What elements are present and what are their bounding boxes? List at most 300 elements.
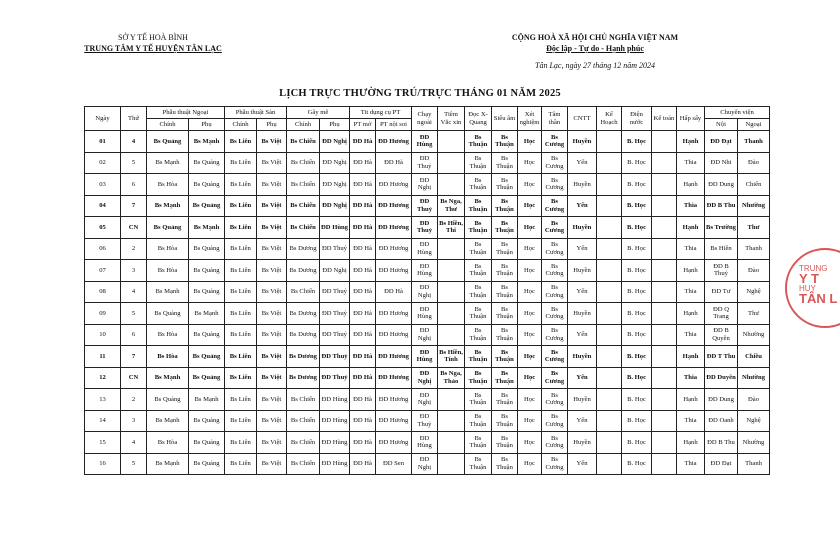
- table-cell: 7: [121, 195, 147, 217]
- table-cell: Thia: [677, 410, 705, 432]
- table-cell: Bs Nga, Thư: [438, 195, 465, 217]
- table-cell: Bs Thuận: [492, 152, 518, 174]
- table-cell: ĐD Nghị: [412, 367, 438, 389]
- table-cell: Đào: [738, 260, 770, 282]
- table-cell: Bs Nga, Thảo: [438, 367, 465, 389]
- table-cell: Học: [518, 217, 542, 239]
- table-cell: [597, 238, 622, 260]
- table-cell: Bs Hiền: [705, 238, 738, 260]
- table-cell: B. Học: [622, 174, 652, 196]
- table-cell: Hạnh: [677, 432, 705, 454]
- table-cell: Bs Việt: [257, 410, 287, 432]
- table-cell: 09: [85, 303, 121, 325]
- table-cell: ĐD Thuỷ: [320, 303, 350, 325]
- col-gay-me-chinh: Chính: [287, 119, 320, 131]
- table-cell: Thư: [738, 217, 770, 239]
- table-cell: [597, 260, 622, 282]
- table-cell: Hạnh: [677, 346, 705, 368]
- table-cell: B. Học: [622, 152, 652, 174]
- table-cell: ĐD Hùng: [320, 410, 350, 432]
- table-cell: Bs Mạnh: [147, 281, 189, 303]
- table-cell: [652, 410, 677, 432]
- table-cell: Bs Liên: [225, 217, 257, 239]
- table-cell: Bs Thuận: [465, 303, 492, 325]
- table-cell: Bs Chiến: [287, 152, 320, 174]
- col-pt-noi-soi: PT nội soi: [376, 119, 412, 131]
- table-cell: Bs Thuận: [465, 174, 492, 196]
- table-cell: Huyền: [568, 432, 597, 454]
- table-cell: Bs Thuận: [465, 367, 492, 389]
- table-cell: [438, 303, 465, 325]
- table-cell: [438, 260, 465, 282]
- col-pt-san-chinh: Chính: [225, 119, 257, 131]
- table-cell: Bs Chiến: [287, 410, 320, 432]
- table-cell: ĐD Hương: [376, 346, 412, 368]
- table-cell: Thia: [677, 281, 705, 303]
- table-cell: Đào: [738, 152, 770, 174]
- col-pt-ngoai: Phẫu thuật Ngoại: [147, 107, 225, 119]
- table-cell: [652, 195, 677, 217]
- table-cell: ĐD Hà: [350, 303, 376, 325]
- table-cell: Bs Cương: [542, 453, 568, 475]
- table-cell: Bs Liên: [225, 410, 257, 432]
- table-cell: Bs Thuận: [465, 195, 492, 217]
- table-cell: 2: [121, 389, 147, 411]
- table-cell: ĐD Hà: [350, 410, 376, 432]
- table-cell: Nhường: [738, 195, 770, 217]
- table-cell: Hạnh: [677, 174, 705, 196]
- table-row: [85, 346, 770, 368]
- table-cell: [652, 281, 677, 303]
- table-cell: Hạnh: [677, 217, 705, 239]
- table-cell: Bs Quảng: [189, 432, 225, 454]
- table-cell: [438, 389, 465, 411]
- table-cell: Huyền: [568, 260, 597, 282]
- table-cell: Bs Hiền, Thi: [438, 217, 465, 239]
- table-cell: ĐD Thuỷ: [412, 410, 438, 432]
- table-cell: Huyền: [568, 217, 597, 239]
- table-cell: Bs Thuận: [465, 152, 492, 174]
- table-cell: 06: [85, 238, 121, 260]
- table-cell: ĐD Thuỷ: [320, 281, 350, 303]
- table-cell: Yến: [568, 195, 597, 217]
- table-cell: B. Học: [622, 131, 652, 153]
- table-cell: Bs Hòa: [147, 346, 189, 368]
- table-cell: ĐD Hà: [350, 432, 376, 454]
- table-cell: ĐD Thuỷ: [412, 217, 438, 239]
- table-cell: ĐD Hà: [350, 131, 376, 153]
- table-cell: ĐD Nghị: [320, 195, 350, 217]
- table-cell: Bs Thuận: [465, 260, 492, 282]
- table-row: [85, 389, 770, 411]
- table-cell: ĐD Dung: [705, 174, 738, 196]
- table-cell: 05: [85, 217, 121, 239]
- table-cell: 12: [85, 367, 121, 389]
- table-cell: Bs Cương: [542, 195, 568, 217]
- table-cell: 03: [85, 174, 121, 196]
- table-cell: ĐD Nghị: [412, 174, 438, 196]
- table-cell: ĐD Nghị: [320, 131, 350, 153]
- table-cell: Học: [518, 152, 542, 174]
- table-cell: ĐD Hương: [376, 367, 412, 389]
- table-cell: Bs Liên: [225, 303, 257, 325]
- col-chay-ngoai: Chạy ngoài: [412, 107, 438, 131]
- table-cell: Bs Quảng: [189, 453, 225, 475]
- table-cell: Bs Cương: [542, 131, 568, 153]
- table-cell: Yến: [568, 367, 597, 389]
- table-cell: Bs Quảng: [189, 281, 225, 303]
- col-pt-ngoai-chinh: Chính: [147, 119, 189, 131]
- table-cell: [597, 367, 622, 389]
- table-cell: Bs Cương: [542, 346, 568, 368]
- table-cell: [597, 174, 622, 196]
- table-cell: Bs Thuận: [492, 303, 518, 325]
- table-cell: ĐD Hùng: [320, 389, 350, 411]
- table-cell: 10: [85, 324, 121, 346]
- schedule-body: [85, 131, 770, 475]
- table-cell: Bs Chiến: [287, 453, 320, 475]
- table-cell: 13: [85, 389, 121, 411]
- table-cell: ĐD Hùng: [412, 303, 438, 325]
- table-cell: [597, 303, 622, 325]
- country-name: CỘNG HOÀ XÃ HỘI CHỦ NGHĨA VIỆT NAM: [511, 33, 679, 42]
- table-cell: Thanh: [738, 238, 770, 260]
- table-cell: 01: [85, 131, 121, 153]
- table-cell: CN: [121, 217, 147, 239]
- table-cell: Bs Việt: [257, 324, 287, 346]
- stamp-text-4: TÂN L: [799, 291, 838, 306]
- table-cell: B. Học: [622, 432, 652, 454]
- table-cell: [438, 281, 465, 303]
- table-cell: [597, 195, 622, 217]
- table-cell: Bs Cương: [542, 174, 568, 196]
- table-cell: ĐD Nghị: [412, 281, 438, 303]
- col-gay-me-phu: Phụ: [320, 119, 350, 131]
- table-cell: ĐD Hà: [350, 367, 376, 389]
- col-pt-mo: PT mở: [350, 119, 376, 131]
- table-row: [85, 303, 770, 325]
- table-cell: Thia: [677, 195, 705, 217]
- table-cell: Bs Thuận: [492, 346, 518, 368]
- table-cell: ĐD Thuỷ: [320, 367, 350, 389]
- table-cell: [652, 389, 677, 411]
- center-name: TRUNG TÂM Y TẾ HUYỆN TÂN LẠC: [84, 44, 222, 53]
- table-cell: Yến: [568, 281, 597, 303]
- table-cell: Bs Thuận: [465, 324, 492, 346]
- table-cell: ĐD Thuỷ: [320, 238, 350, 260]
- table-cell: 11: [85, 346, 121, 368]
- table-cell: 7: [121, 346, 147, 368]
- col-ke-toan: Kế toán: [652, 107, 677, 131]
- table-cell: Huyền: [568, 131, 597, 153]
- table-cell: Bs Quảng: [147, 389, 189, 411]
- table-cell: Bs Chiến: [287, 195, 320, 217]
- table-row: [85, 367, 770, 389]
- table-cell: Bs Quảng: [189, 260, 225, 282]
- table-cell: [652, 174, 677, 196]
- table-row: [85, 410, 770, 432]
- col-xet-nghiem: Xét nghiệm: [518, 107, 542, 131]
- table-cell: Huyền: [568, 303, 597, 325]
- table-cell: [652, 303, 677, 325]
- table-cell: Bs Cương: [542, 303, 568, 325]
- table-cell: Bs Mạnh: [189, 217, 225, 239]
- table-cell: Bs Việt: [257, 432, 287, 454]
- table-cell: Chiều: [738, 346, 770, 368]
- col-hap-say: Hấp sấy: [677, 107, 705, 131]
- stamp-text-3: HUY: [799, 284, 816, 293]
- table-cell: Bs Việt: [257, 217, 287, 239]
- table-cell: ĐD Hùng: [412, 260, 438, 282]
- table-cell: ĐD B Thu: [705, 195, 738, 217]
- issue-date: Tân Lạc, ngày 27 tháng 12 năm 2024: [535, 61, 655, 70]
- table-cell: Hạnh: [677, 389, 705, 411]
- table-cell: ĐD Q Trang: [705, 303, 738, 325]
- table-cell: Học: [518, 174, 542, 196]
- table-cell: Bs Hòa: [147, 238, 189, 260]
- table-cell: Học: [518, 303, 542, 325]
- table-cell: 3: [121, 260, 147, 282]
- table-cell: Bs Quảng: [189, 410, 225, 432]
- header-left: [78, 32, 228, 54]
- table-cell: Thư: [738, 303, 770, 325]
- table-cell: [597, 389, 622, 411]
- table-cell: 07: [85, 260, 121, 282]
- table-cell: Bs Thuận: [492, 367, 518, 389]
- table-cell: Bs Chiến: [287, 389, 320, 411]
- table-cell: Bs Liên: [225, 174, 257, 196]
- table-cell: Bs Mạnh: [147, 410, 189, 432]
- table-cell: Bs Thuận: [492, 410, 518, 432]
- table-cell: [652, 238, 677, 260]
- table-cell: Bs Cương: [542, 410, 568, 432]
- table-cell: ĐD Hương: [376, 303, 412, 325]
- table-cell: Bs Mạnh: [189, 303, 225, 325]
- table-cell: Bs Thuận: [492, 174, 518, 196]
- table-cell: ĐD T Thu: [705, 346, 738, 368]
- table-cell: B. Học: [622, 238, 652, 260]
- table-cell: 4: [121, 131, 147, 153]
- table-cell: ĐD Nghị: [320, 152, 350, 174]
- table-row: [85, 217, 770, 239]
- table-row: [85, 260, 770, 282]
- table-cell: Bs Hòa: [147, 174, 189, 196]
- table-cell: Bs Cương: [542, 367, 568, 389]
- table-cell: [597, 410, 622, 432]
- table-cell: Bs Việt: [257, 367, 287, 389]
- table-cell: Bs Việt: [257, 346, 287, 368]
- schedule-table: [84, 106, 770, 475]
- table-cell: ĐD B Thu: [705, 432, 738, 454]
- table-cell: Bs Trường: [705, 217, 738, 239]
- table-cell: ĐD Hà: [350, 195, 376, 217]
- table-cell: ĐD Dung: [705, 389, 738, 411]
- table-cell: Yến: [568, 410, 597, 432]
- table-cell: ĐD B Thuỷ: [705, 260, 738, 282]
- col-thu: Thứ: [121, 107, 147, 131]
- col-gay-me: Gây mê: [287, 107, 350, 119]
- table-cell: Hạnh: [677, 260, 705, 282]
- table-cell: ĐD Nhi: [705, 152, 738, 174]
- table-cell: ĐD Hương: [376, 389, 412, 411]
- page-title: LỊCH TRỰC THƯỜNG TRÚ/TRỰC THÁNG 01 NĂM 2025: [279, 88, 561, 99]
- table-cell: Thia: [677, 152, 705, 174]
- table-cell: 08: [85, 281, 121, 303]
- table-cell: ĐD Nghị: [412, 389, 438, 411]
- table-cell: [652, 217, 677, 239]
- table-cell: ĐD Hà: [350, 238, 376, 260]
- table-cell: Bs Việt: [257, 131, 287, 153]
- table-cell: 4: [121, 432, 147, 454]
- table-cell: Học: [518, 260, 542, 282]
- table-cell: Bs Quảng: [147, 303, 189, 325]
- table-cell: Bs Dương: [287, 238, 320, 260]
- table-row: [85, 324, 770, 346]
- table-cell: ĐD Hương: [376, 174, 412, 196]
- table-cell: Yến: [568, 238, 597, 260]
- col-cntt: CNTT: [568, 107, 597, 131]
- table-cell: Bs Thuận: [492, 453, 518, 475]
- dept-name: SỞ Y TẾ HOÀ BÌNH: [118, 33, 188, 42]
- table-cell: Thia: [677, 453, 705, 475]
- table-cell: Học: [518, 453, 542, 475]
- col-ke-hoach: Kế Hoạch: [597, 107, 622, 131]
- table-cell: Bs Dương: [287, 324, 320, 346]
- table-cell: Bs Thuận: [465, 131, 492, 153]
- table-cell: ĐD Hà: [350, 324, 376, 346]
- table-cell: Bs Cương: [542, 324, 568, 346]
- table-cell: Bs Cương: [542, 432, 568, 454]
- table-cell: Yến: [568, 152, 597, 174]
- table-cell: Bs Thuận: [465, 281, 492, 303]
- table-cell: 14: [85, 410, 121, 432]
- table-cell: [652, 367, 677, 389]
- col-chuyen-vien-ngoai: Ngoại: [738, 119, 770, 131]
- table-cell: [438, 174, 465, 196]
- table-cell: Nghệ: [738, 410, 770, 432]
- table-cell: Bs Cương: [542, 217, 568, 239]
- table-cell: [652, 324, 677, 346]
- table-cell: [652, 131, 677, 153]
- table-cell: ĐD Hương: [376, 410, 412, 432]
- table-cell: Học: [518, 346, 542, 368]
- col-tam-than: Tâm thần: [542, 107, 568, 131]
- table-cell: 15: [85, 432, 121, 454]
- table-cell: Bs Mạnh: [189, 389, 225, 411]
- col-ngay: Ngày: [85, 107, 121, 131]
- table-cell: Bs Quảng: [189, 152, 225, 174]
- table-cell: ĐD Hương: [376, 131, 412, 153]
- table-cell: Bs Dương: [287, 303, 320, 325]
- table-cell: Bs Mạnh: [147, 195, 189, 217]
- table-cell: [597, 152, 622, 174]
- table-cell: Bs Cương: [542, 152, 568, 174]
- table-cell: Học: [518, 238, 542, 260]
- table-cell: Bs Thuận: [465, 453, 492, 475]
- table-cell: Bs Liên: [225, 238, 257, 260]
- col-tiem-vac-xin: Tiêm Vắc xin: [438, 107, 465, 131]
- table-cell: Bs Mạnh: [147, 152, 189, 174]
- table-cell: ĐD Hương: [376, 324, 412, 346]
- table-cell: Bs Quảng: [189, 195, 225, 217]
- table-cell: ĐD Oanh: [705, 410, 738, 432]
- table-cell: Bs Quảng: [189, 238, 225, 260]
- col-pt-ngoai-phu: Phụ: [189, 119, 225, 131]
- table-cell: ĐD Hùng: [320, 453, 350, 475]
- table-cell: Bs Việt: [257, 389, 287, 411]
- table-cell: Bs Thuận: [465, 238, 492, 260]
- table-cell: Bs Thuận: [492, 217, 518, 239]
- table-cell: [438, 324, 465, 346]
- table-cell: Bs Dương: [287, 260, 320, 282]
- table-cell: 6: [121, 174, 147, 196]
- table-cell: Học: [518, 281, 542, 303]
- table-cell: Bs Thuận: [492, 238, 518, 260]
- table-cell: CN: [121, 367, 147, 389]
- table-cell: Học: [518, 367, 542, 389]
- table-cell: Bs Thuận: [492, 324, 518, 346]
- table-cell: Bs Thuận: [465, 389, 492, 411]
- table-cell: Bs Thuận: [465, 432, 492, 454]
- table-row: [85, 152, 770, 174]
- table-cell: ĐD Tư: [705, 281, 738, 303]
- table-cell: [438, 152, 465, 174]
- header-right: [490, 32, 700, 71]
- table-cell: Nhường: [738, 367, 770, 389]
- table-cell: ĐD Thuỷ: [320, 346, 350, 368]
- table-cell: Bs Việt: [257, 238, 287, 260]
- col-chuyen-vien-noi: Nội: [705, 119, 738, 131]
- table-cell: Thanh: [738, 131, 770, 153]
- table-cell: Thia: [677, 367, 705, 389]
- table-cell: Bs Thuận: [465, 410, 492, 432]
- table-cell: Thia: [677, 324, 705, 346]
- table-cell: Bs Liên: [225, 131, 257, 153]
- table-cell: Bs Hiền, Tính: [438, 346, 465, 368]
- table-cell: Bs Quảng: [147, 131, 189, 153]
- table-cell: 2: [121, 238, 147, 260]
- table-cell: ĐD Hương: [376, 217, 412, 239]
- table-cell: ĐD Hà: [350, 389, 376, 411]
- table-cell: Bs Chiến: [287, 281, 320, 303]
- table-cell: Bs Thuận: [492, 432, 518, 454]
- table-cell: B. Học: [622, 303, 652, 325]
- table-cell: Bs Việt: [257, 453, 287, 475]
- table-cell: [597, 217, 622, 239]
- table-row: [85, 453, 770, 475]
- table-cell: Nghệ: [738, 281, 770, 303]
- table-cell: Bs Thuận: [492, 281, 518, 303]
- table-cell: ĐD Hà: [350, 174, 376, 196]
- table-cell: B. Học: [622, 281, 652, 303]
- table-cell: Bs Chiến: [287, 432, 320, 454]
- col-tit-dung-cu: Tit dụng cụ PT: [350, 107, 412, 119]
- table-cell: ĐD Hương: [376, 432, 412, 454]
- table-cell: 5: [121, 453, 147, 475]
- table-cell: Bs Thuận: [492, 195, 518, 217]
- table-cell: B. Học: [622, 217, 652, 239]
- table-cell: ĐD Hùng: [412, 131, 438, 153]
- table-cell: Bs Quảng: [147, 217, 189, 239]
- table-cell: Bs Quảng: [189, 367, 225, 389]
- table-cell: B. Học: [622, 324, 652, 346]
- table-cell: Học: [518, 195, 542, 217]
- table-cell: Bs Mạnh: [189, 131, 225, 153]
- stamp-text-2: Y T: [799, 271, 819, 286]
- table-cell: Bs Liên: [225, 195, 257, 217]
- table-cell: Học: [518, 410, 542, 432]
- table-cell: 16: [85, 453, 121, 475]
